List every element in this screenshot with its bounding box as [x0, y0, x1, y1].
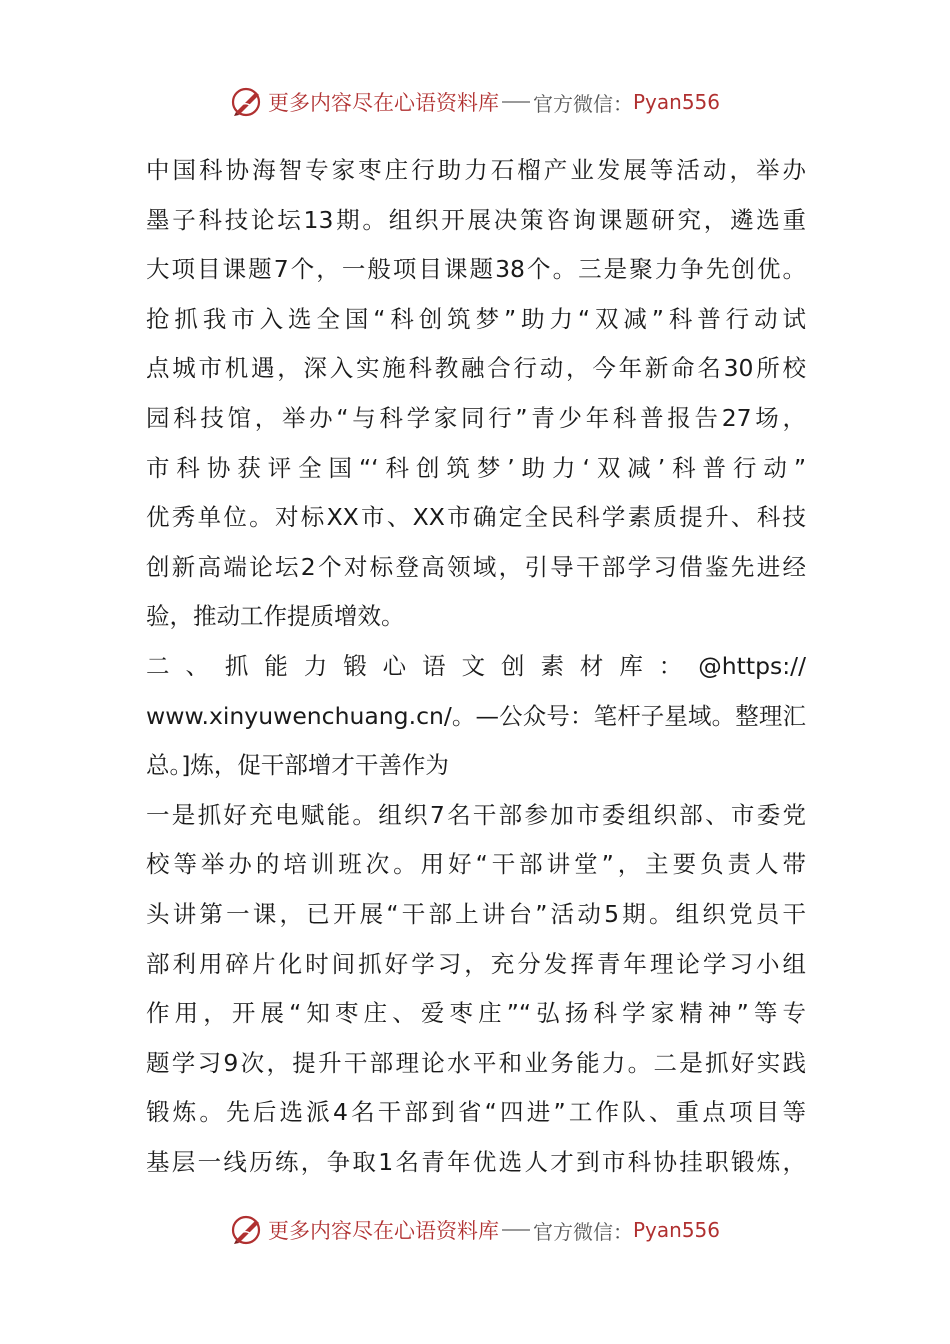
text-line: 总。]炼，促干部增才干善作为: [146, 751, 449, 780]
section-heading-line: 二、抓能力锻心语文创素材库：@https://: [146, 651, 806, 680]
text-line: www.xinyuwenchuang.cn/。—公众号：笔杆子星域。整理汇: [146, 701, 806, 730]
footer-banner: [0, 1210, 950, 1250]
text-line: 题学习9次，提升干部理论水平和业务能力。二是抓好实践: [146, 1048, 806, 1077]
text-line: 市科协获评全国“‘科创筑梦’助力‘双减’科普行动”: [146, 453, 806, 482]
pen-logo-icon: [230, 1213, 264, 1247]
pen-logo-icon: [230, 85, 264, 119]
text-line: 基层一线历练，争取1名青年优选人才到市科协挂职锻炼，: [146, 1147, 806, 1176]
text-line: 校等举办的培训班次。用好“干部讲堂”，主要负责人带: [146, 850, 806, 879]
banner-wechat-label: 官方微信：: [532, 91, 633, 116]
banner-wechat-id: Pyan556: [632, 1218, 720, 1242]
banner-slogan: 更多内容尽在心语资料库: [267, 1219, 499, 1243]
document-body: [146, 146, 806, 1187]
text-line: 中国科协海智专家枣庄行助力石榴产业发展等活动，举办: [146, 156, 806, 184]
text-line: 点城市机遇，深入实施科教融合行动，今年新命名30所校: [146, 354, 806, 383]
text-line: 一是抓好充电赋能。组织7名干部参加市委组织部、市委党: [146, 800, 806, 829]
text-line: 部利用碎片化时间抓好学习，充分发挥青年理论学习小组: [146, 949, 806, 978]
header-banner: [0, 82, 950, 122]
banner-dash: [502, 1229, 530, 1231]
text-line: 墨子科技论坛13期。组织开展决策咨询课题研究，遴选重: [146, 205, 806, 234]
text-line: 园科技馆，举办“与科学家同行”青少年科普报告27场，: [146, 403, 806, 432]
banner-slogan: 更多内容尽在心语资料库: [267, 91, 499, 115]
banner-wechat-id: Pyan556: [632, 90, 720, 114]
text-line: 优秀单位。对标XX市、XX市确定全民科学素质提升、科技: [146, 503, 806, 532]
text-line: 抢抓我市入选全国“科创筑梦”助力“双减”科普行动试: [146, 304, 806, 333]
text-line: 作用，开展“知枣庄、爱枣庄”“弘扬科学家精神”等专: [146, 999, 806, 1028]
text-line: 大项目课题7个，一般项目课题38个。三是聚力争先创优。: [146, 255, 806, 284]
text-line: 头讲第一课，已开展“干部上讲台”活动5期。组织党员干: [146, 899, 806, 928]
banner-wechat-label: 官方微信：: [532, 1219, 633, 1244]
text-line: 锻炼。先后选派4名干部到省“四进”工作队、重点项目等: [146, 1098, 806, 1127]
text-line: 验，推动工作提质增效。: [146, 602, 405, 631]
banner-dash: [502, 101, 530, 103]
text-line: 创新高端论坛2个对标登高领域，引导干部学习借鉴先进经: [146, 552, 806, 581]
